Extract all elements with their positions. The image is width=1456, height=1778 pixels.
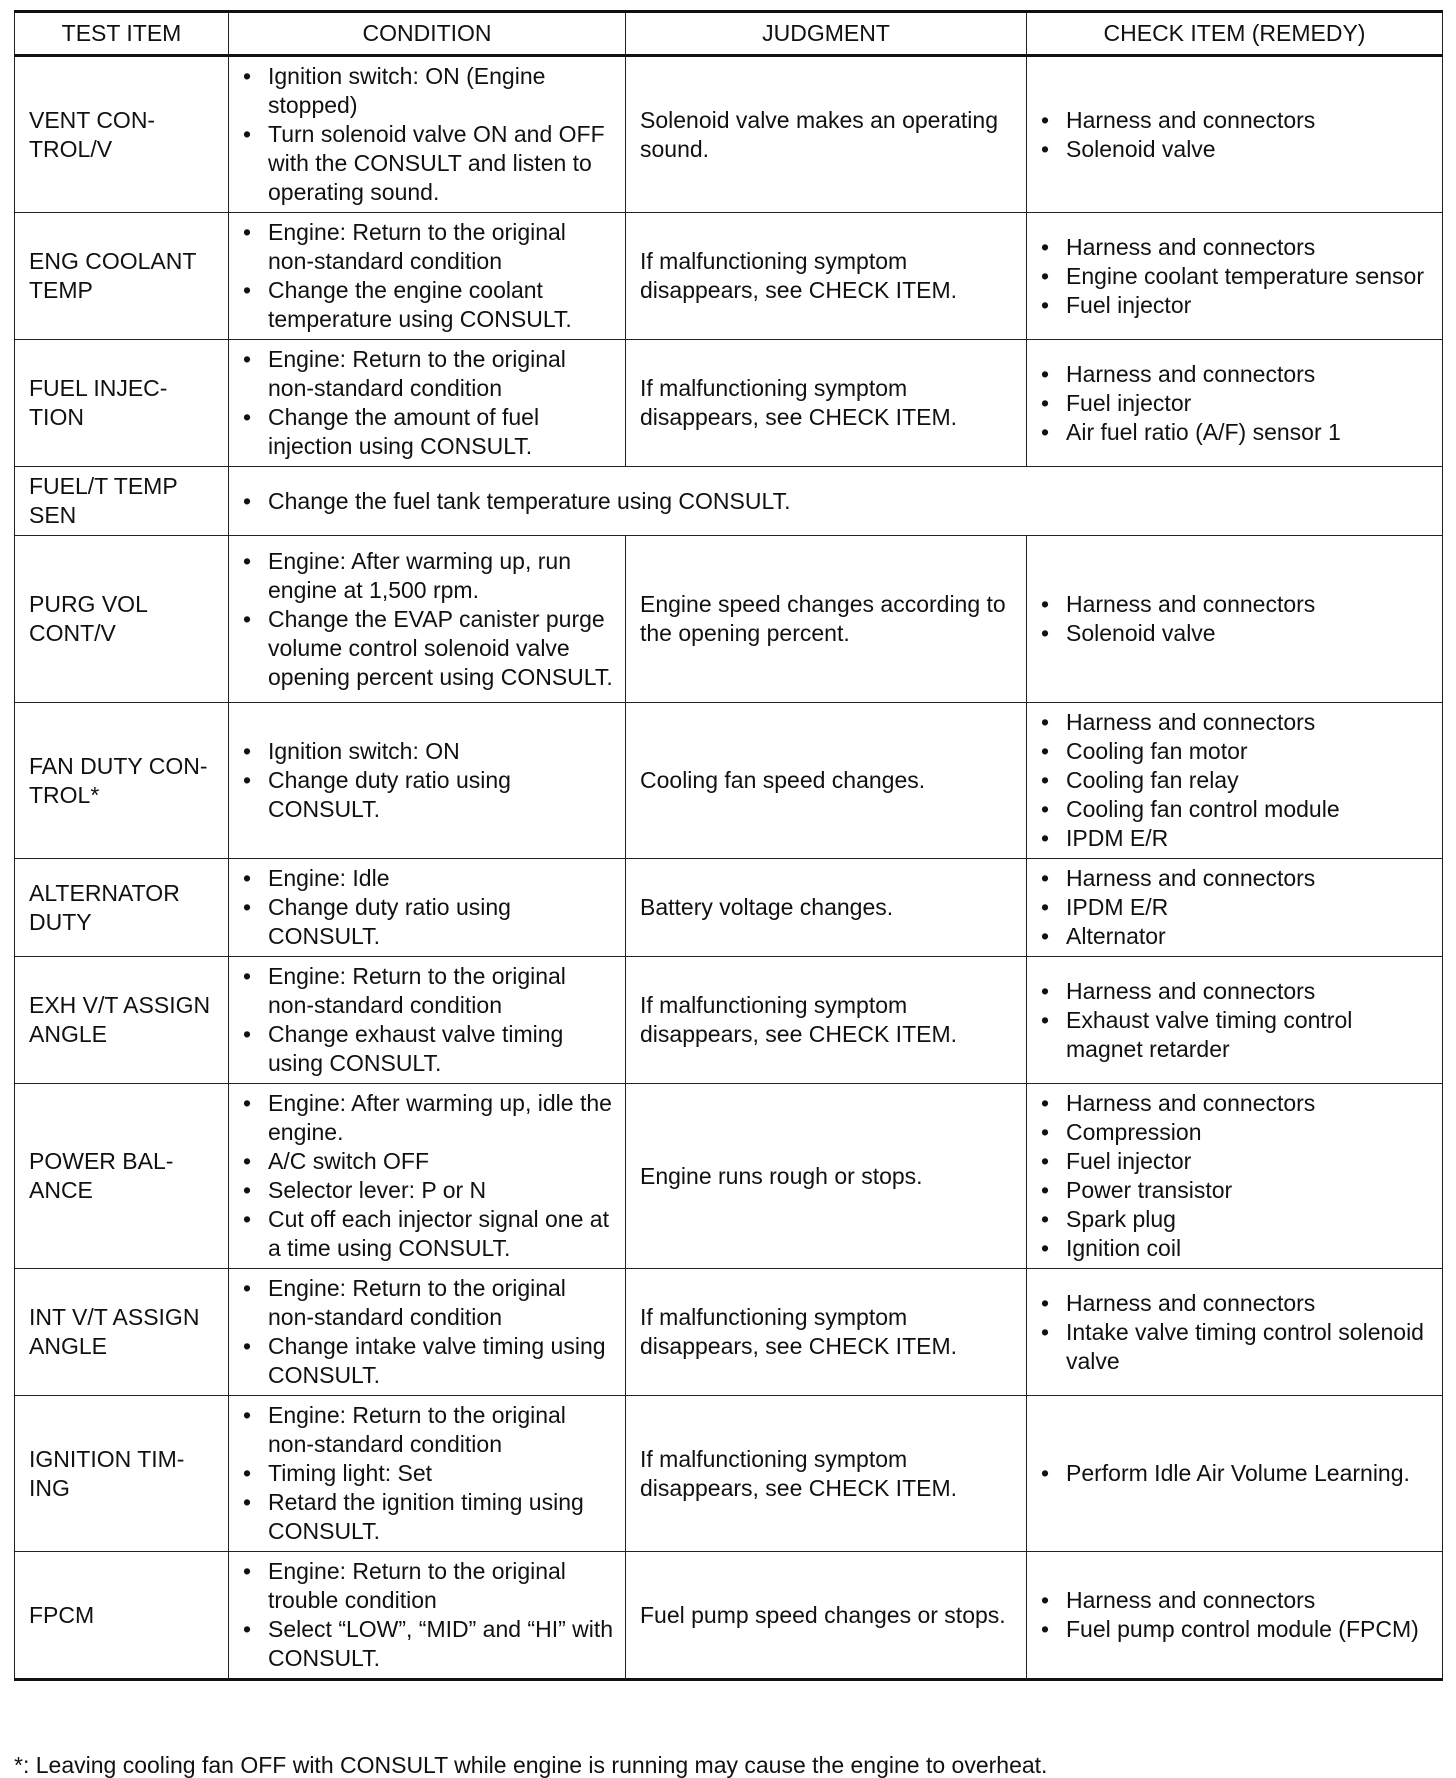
check-item: • Fuel injector (1041, 389, 1434, 418)
table-row (15, 467, 1443, 536)
condition-item: • Engine: After warming up, idle the engine. (243, 1089, 617, 1147)
check-item-list (1041, 864, 1434, 951)
header-condition: CONDITION (229, 12, 626, 56)
table-row (15, 1269, 1443, 1396)
check-item: • Harness and connectors (1041, 1089, 1434, 1118)
footnote: *: Leaving cooling fan OFF with CONSULT while engine is running may cause the engine to overheat. (14, 1752, 1048, 1778)
table-row (15, 703, 1443, 859)
condition-item: • Change intake valve timing using CONSULT. (243, 1332, 617, 1390)
condition-item: • Change the amount of fuel injection using CONSULT. (243, 403, 617, 461)
condition-cell (229, 859, 626, 957)
check-item-cell (1027, 703, 1443, 859)
condition-cell (229, 703, 626, 859)
table-header (15, 12, 1443, 56)
test-item-cell (15, 467, 229, 536)
condition-item-list (243, 1089, 617, 1263)
condition-item: • Turn solenoid valve ON and OFF with the CONSULT and listen to operating sound. (243, 120, 617, 207)
condition-item: • Select “LOW”, “MID” and “HI” with CONSULT. (243, 1615, 617, 1673)
check-item: • Fuel pump control module (FPCM) (1041, 1615, 1434, 1644)
condition-cell (229, 1396, 626, 1552)
condition-item-list (243, 62, 617, 207)
condition-cell (229, 1269, 626, 1396)
table-row (15, 1084, 1443, 1269)
condition-item: • Engine: Return to the original non-standard condition (243, 218, 617, 276)
condition-item: • Change the fuel tank temperature using CONSULT. (243, 487, 1434, 516)
condition-item-list (243, 218, 617, 334)
test-item-cell (15, 1084, 229, 1269)
table-row (15, 213, 1443, 340)
check-item: • Power transistor (1041, 1176, 1434, 1205)
test-item-text: IGNITION TIM- ING (29, 1445, 185, 1501)
table-row (15, 340, 1443, 467)
condition-cell (229, 1552, 626, 1680)
check-item: • Solenoid valve (1041, 619, 1434, 648)
condition-item: • Change duty ratio using CONSULT. (243, 893, 617, 951)
table-row (15, 957, 1443, 1084)
header-test-item: TEST ITEM (15, 12, 229, 56)
test-item-cell (15, 703, 229, 859)
condition-item: • Engine: Idle (243, 864, 617, 893)
header-check-item: CHECK ITEM (REMEDY) (1027, 12, 1443, 56)
check-item: • Alternator (1041, 922, 1434, 951)
condition-item: • Engine: Return to the original non-standard condition (243, 962, 617, 1020)
test-item-text: PURG VOL CONT/V (29, 591, 148, 646)
test-item-text: FPCM (29, 1601, 95, 1628)
test-item-cell (15, 1396, 229, 1552)
test-item-text: FUEL/T TEMP SEN (29, 473, 178, 528)
condition-item: • Ignition switch: ON (Engine stopped) (243, 62, 617, 120)
check-item-list (1041, 360, 1434, 447)
check-item: • Fuel injector (1041, 1147, 1434, 1176)
condition-cell (229, 957, 626, 1084)
condition-cell (229, 56, 626, 213)
check-item: • Cooling fan relay (1041, 766, 1434, 795)
test-item-cell (15, 213, 229, 340)
judgment-cell: Battery voltage changes. (626, 859, 1027, 957)
judgment-cell: If malfunctioning symptom disappears, see CHECK ITEM. (626, 957, 1027, 1084)
condition-item: • Selector lever: P or N (243, 1176, 617, 1205)
check-item-list (1041, 1089, 1434, 1263)
check-item-cell (1027, 957, 1443, 1084)
check-item: • Compression (1041, 1118, 1434, 1147)
condition-cell (229, 340, 626, 467)
condition-item: • Change duty ratio using CONSULT. (243, 766, 617, 824)
check-item: • Exhaust valve timing control magnet retarder (1041, 1006, 1434, 1064)
test-item-cell (15, 1269, 229, 1396)
check-item: • Harness and connectors (1041, 106, 1434, 135)
check-item-cell (1027, 859, 1443, 957)
check-item: • Harness and connectors (1041, 1586, 1434, 1615)
check-item-cell (1027, 213, 1443, 340)
condition-item-list (243, 1401, 617, 1546)
test-item-text: ALTERNATOR DUTY (29, 879, 180, 935)
condition-item: • Cut off each injector signal one at a time using CONSULT. (243, 1205, 617, 1263)
check-item: • Spark plug (1041, 1205, 1434, 1234)
table-row (15, 1396, 1443, 1552)
check-item: • IPDM E/R (1041, 824, 1434, 853)
check-item: • Harness and connectors (1041, 977, 1434, 1006)
judgment-cell: Fuel pump speed changes or stops. (626, 1552, 1027, 1680)
check-item-cell (1027, 1552, 1443, 1680)
check-item: • Cooling fan motor (1041, 737, 1434, 766)
condition-item-list (243, 962, 617, 1078)
condition-item-list (243, 1557, 617, 1673)
test-item-text: VENT CON- TROL/V (29, 106, 156, 162)
condition-item: • Timing light: Set (243, 1459, 617, 1488)
condition-item: • Change the engine coolant temperature using CONSULT. (243, 276, 617, 334)
table-row (15, 536, 1443, 703)
test-item-cell (15, 859, 229, 957)
judgment-cell: Engine runs rough or stops. (626, 1084, 1027, 1269)
condition-item-list (243, 487, 1434, 516)
check-item-list (1041, 590, 1434, 648)
judgment-cell: If malfunctioning symptom disappears, see CHECK ITEM. (626, 213, 1027, 340)
condition-item: • Retard the ignition timing using CONSULT. (243, 1488, 617, 1546)
check-item-cell (1027, 1084, 1443, 1269)
check-item: • Air fuel ratio (A/F) sensor 1 (1041, 418, 1434, 447)
test-item-text: FUEL INJEC- TION (29, 375, 168, 430)
header-row (15, 12, 1443, 56)
condition-item-list (243, 737, 617, 824)
table-row (15, 859, 1443, 957)
check-item: • Ignition coil (1041, 1234, 1434, 1263)
check-item: • Fuel injector (1041, 291, 1434, 320)
check-item-list (1041, 1459, 1434, 1488)
condition-item: • Engine: Return to the original non-standard condition (243, 1274, 617, 1332)
condition-cell (229, 536, 626, 703)
check-item-cell (1027, 536, 1443, 703)
check-item-list (1041, 977, 1434, 1064)
condition-item: • Change exhaust valve timing using CONSULT. (243, 1020, 617, 1078)
check-item: • Perform Idle Air Volume Learning. (1041, 1459, 1434, 1488)
test-item-cell (15, 1552, 229, 1680)
table-row (15, 1552, 1443, 1680)
condition-item: • Engine: Return to the original trouble condition (243, 1557, 617, 1615)
check-item: • Harness and connectors (1041, 360, 1434, 389)
test-item-cell (15, 957, 229, 1084)
test-item-cell (15, 340, 229, 467)
condition-cell (229, 1084, 626, 1269)
test-item-cell (15, 56, 229, 213)
test-item-cell (15, 536, 229, 703)
judgment-cell: Engine speed changes according to the opening percent. (626, 536, 1027, 703)
check-item: • Harness and connectors (1041, 233, 1434, 262)
condition-item: • A/C switch OFF (243, 1147, 617, 1176)
check-item: • Harness and connectors (1041, 708, 1434, 737)
condition-item: • Change the EVAP canister purge volume control solenoid valve opening percent using CONSULT. (243, 605, 617, 692)
check-item: • Cooling fan control module (1041, 795, 1434, 824)
judgment-cell: If malfunctioning symptom disappears, see CHECK ITEM. (626, 340, 1027, 467)
condition-item-list (243, 864, 617, 951)
condition-item-list (243, 345, 617, 461)
condition-cell (229, 213, 626, 340)
judgment-cell: If malfunctioning symptom disappears, see CHECK ITEM. (626, 1396, 1027, 1552)
check-item-list (1041, 233, 1434, 320)
judgment-cell: If malfunctioning symptom disappears, see CHECK ITEM. (626, 1269, 1027, 1396)
header-judgment: JUDGMENT (626, 12, 1027, 56)
test-item-text: POWER BAL- ANCE (29, 1148, 174, 1203)
test-item-text: ENG COOLANT TEMP (29, 248, 197, 303)
check-item: • Harness and connectors (1041, 590, 1434, 619)
condition-item: • Ignition switch: ON (243, 737, 617, 766)
condition-item: • Engine: Return to the original non-standard condition (243, 345, 617, 403)
condition-item: • Engine: After warming up, run engine at 1,500 rpm. (243, 547, 617, 605)
test-item-text: INT V/T ASSIGN ANGLE (29, 1304, 200, 1359)
table-body (15, 56, 1443, 1680)
check-item-list (1041, 106, 1434, 164)
check-item-list (1041, 1289, 1434, 1376)
condition-item: • Engine: Return to the original non-standard condition (243, 1401, 617, 1459)
check-item: • Harness and connectors (1041, 1289, 1434, 1318)
table-row (15, 56, 1443, 213)
check-item: • Harness and connectors (1041, 864, 1434, 893)
check-item-list (1041, 1586, 1434, 1644)
test-item-text: FAN DUTY CON- TROL* (29, 752, 208, 808)
check-item-cell (1027, 56, 1443, 213)
check-item: • IPDM E/R (1041, 893, 1434, 922)
check-item: • Solenoid valve (1041, 135, 1434, 164)
condition-item-list (243, 1274, 617, 1390)
active-test-table (14, 10, 1443, 1681)
condition-cell (229, 467, 1443, 536)
check-item: • Engine coolant temperature sensor (1041, 262, 1434, 291)
check-item-cell (1027, 340, 1443, 467)
judgment-cell: Cooling fan speed changes. (626, 703, 1027, 859)
judgment-cell: Solenoid valve makes an operating sound. (626, 56, 1027, 213)
check-item-cell (1027, 1396, 1443, 1552)
check-item-cell (1027, 1269, 1443, 1396)
test-item-text: EXH V/T ASSIGN ANGLE (29, 992, 211, 1047)
check-item-list (1041, 708, 1434, 853)
check-item: • Intake valve timing control solenoid valve (1041, 1318, 1434, 1376)
condition-item-list (243, 547, 617, 692)
